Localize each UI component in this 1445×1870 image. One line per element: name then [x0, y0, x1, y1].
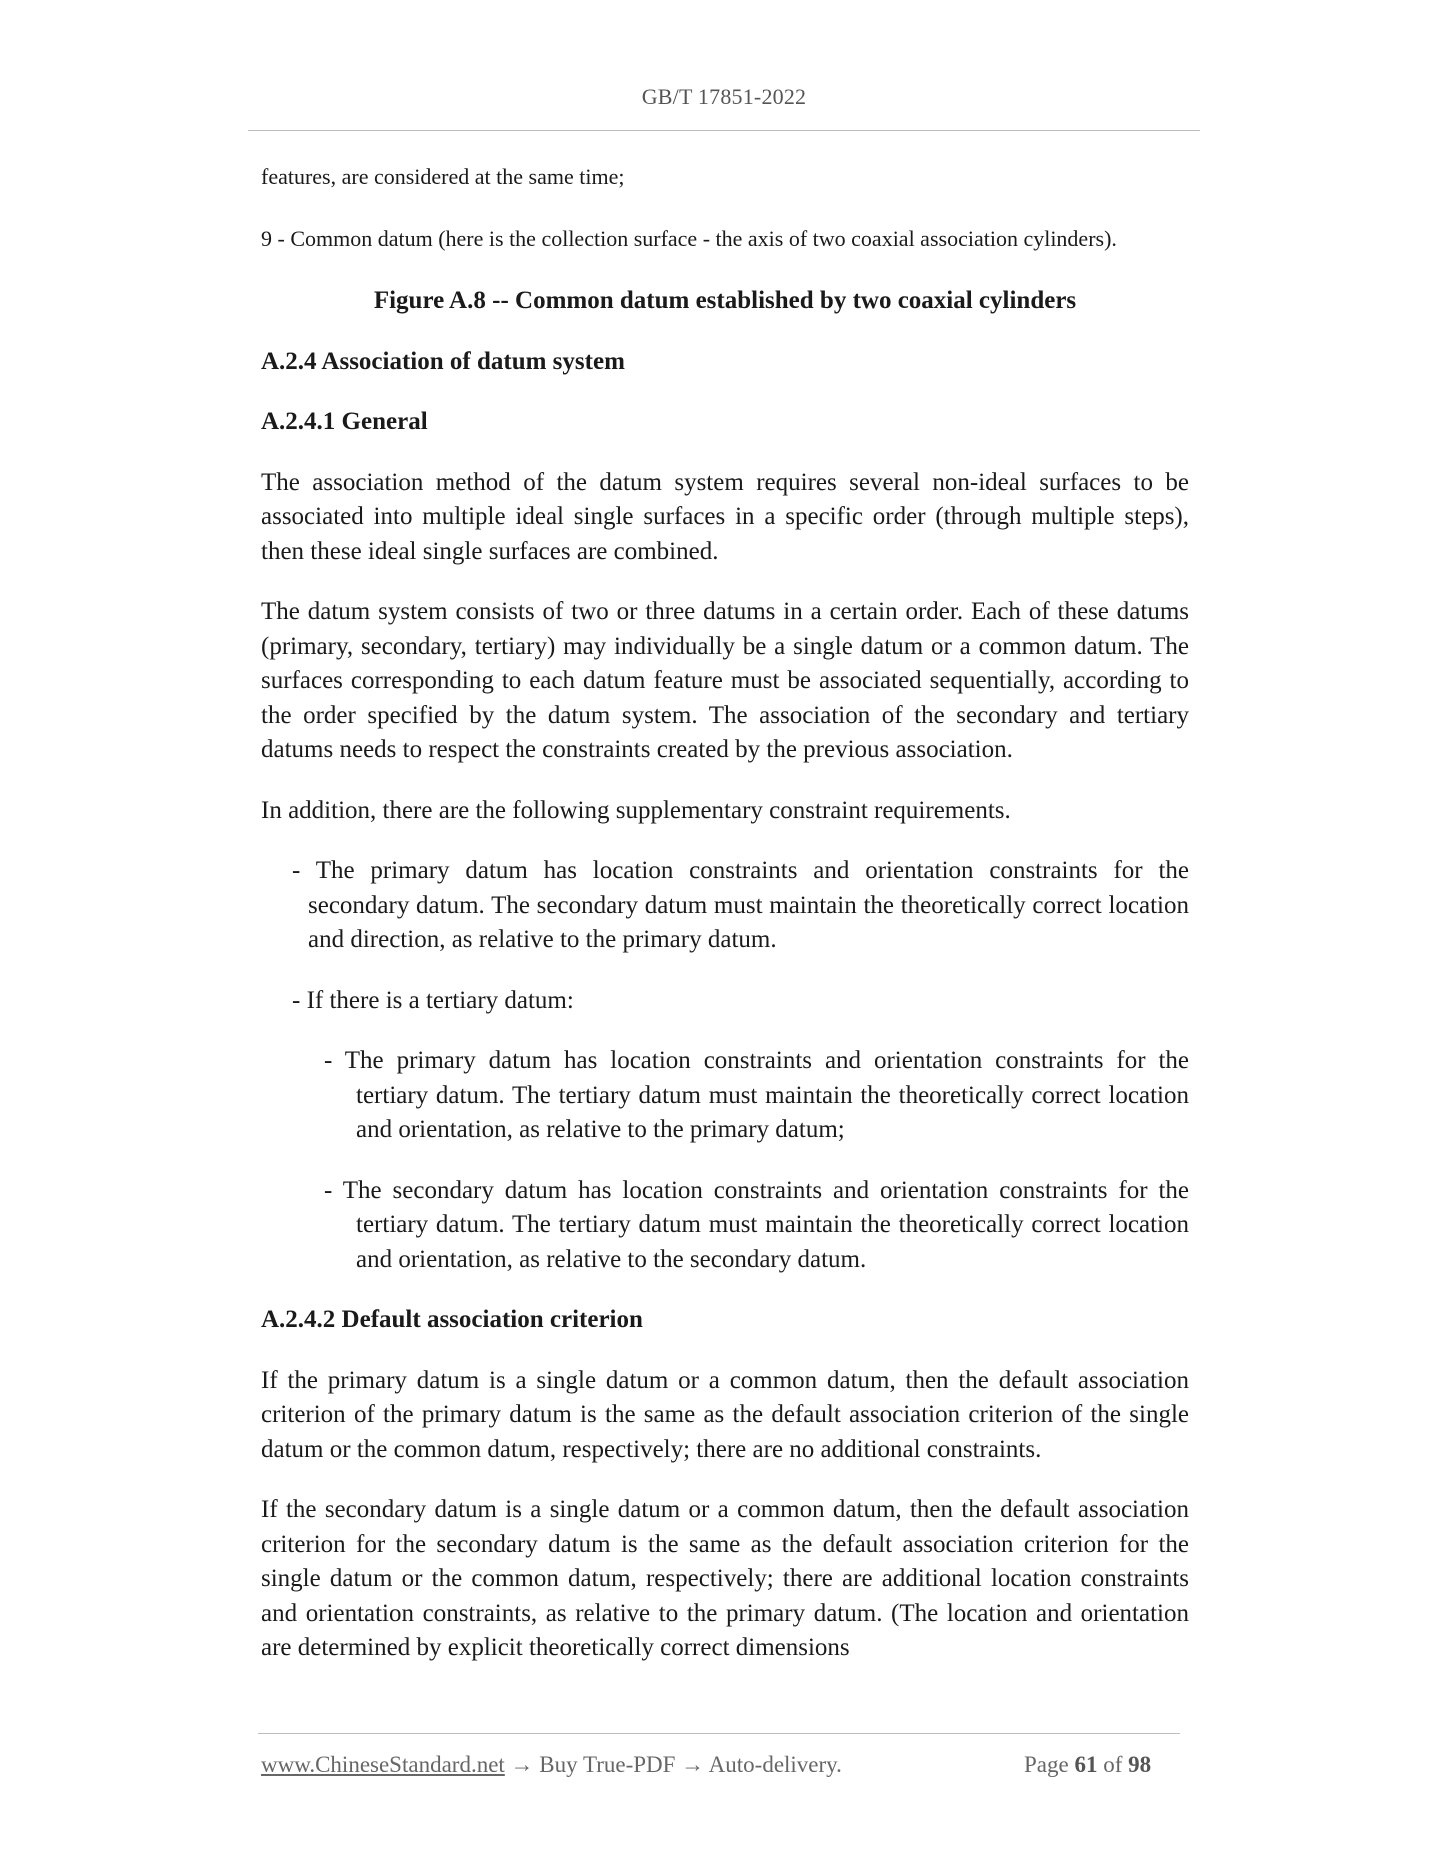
section-heading-a242: A.2.4.2 Default association criterion: [261, 1306, 643, 1333]
sub-list-item-secondary-tertiary: - The secondary datum has location constraints and orientation constraints for the tertiary datum. The tertiary datum must maintain the theoretically correct location and orientation, as relative to the secondary datum.: [324, 1176, 1189, 1273]
paragraph-datum-system: The datum system consists of two or three datums in a certain order. Each of these datums (primary, secondary, tertiary) may individually be a single datum or a common datum. The surfaces corresponding to each datum feature must be associated sequentially, according to the order specified by the datum system. The association of the secondary and tertiary datums needs to respect the constraints created by the previous association.: [261, 598, 1189, 763]
footer-divider: [258, 1733, 1180, 1734]
footer-promo: [261, 1752, 842, 1778]
section-heading-a24: A.2.4 Association of datum system: [261, 347, 625, 375]
list-item-tertiary: - If there is a tertiary datum:: [292, 986, 574, 1014]
promo-text: → Buy True-PDF → Auto-delivery.: [504, 1752, 842, 1777]
list-item-primary-secondary: - The primary datum has location constraints and orientation constraints for the secondary datum. The secondary datum must maintain the theoretically correct location and direction, as relative to the primary datum.: [292, 857, 1189, 953]
paragraph-secondary-default: If the secondary datum is a single datum or a common datum, then the default association criterion for the secondary datum is the same as the default association criterion for the single datum or the common datum, respectively; there are additional location constraints and orientation constraints, as relative to the primary datum. (The location and orientation are determined by explicit theoretically correct dimensions: [261, 1496, 1189, 1661]
figure-caption: Figure A.8 -- Common datum established by two coaxial cylinders: [373, 287, 1077, 314]
paragraph-association-method: The association method of the datum system requires several non-ideal surfaces to be associated into multiple ideal single surfaces in a specific order (through multiple steps), then these ideal single surfaces are combined.: [261, 468, 1189, 565]
continued-legend-line: features, are considered at the same time;: [261, 164, 625, 189]
section-heading-a241: A.2.4.1 General: [261, 408, 428, 435]
legend-item-9: 9 - Common datum (here is the collection surface - the axis of two coaxial association cylinders).: [261, 226, 1117, 251]
paragraph-primary-default: If the primary datum is a single datum or a common datum, then the default association criterion of the primary datum is the same as the default association criterion of the single datum or the common datum, respectively; there are no additional constraints.: [261, 1366, 1189, 1463]
page-of: of: [1103, 1752, 1123, 1777]
sub-list-item-primary-tertiary: - The primary datum has location constraints and orientation constraints for the tertiary datum. The tertiary datum must maintain the theoretically correct location and orientation, as relative to the primary datum;: [324, 1047, 1189, 1143]
header-divider: [248, 130, 1200, 131]
page-header: GB/T 17851-2022: [641, 84, 807, 109]
page-total: 98: [1128, 1752, 1152, 1777]
page-body: [261, 160, 1189, 1692]
page-label: Page: [1024, 1752, 1069, 1777]
paragraph-supplementary: In addition, there are the following supplementary constraint requirements.: [261, 796, 1011, 824]
page-current: 61: [1074, 1752, 1098, 1777]
site-link[interactable]: www.ChineseStandard.net: [261, 1752, 505, 1777]
page-counter: [1024, 1752, 1151, 1778]
